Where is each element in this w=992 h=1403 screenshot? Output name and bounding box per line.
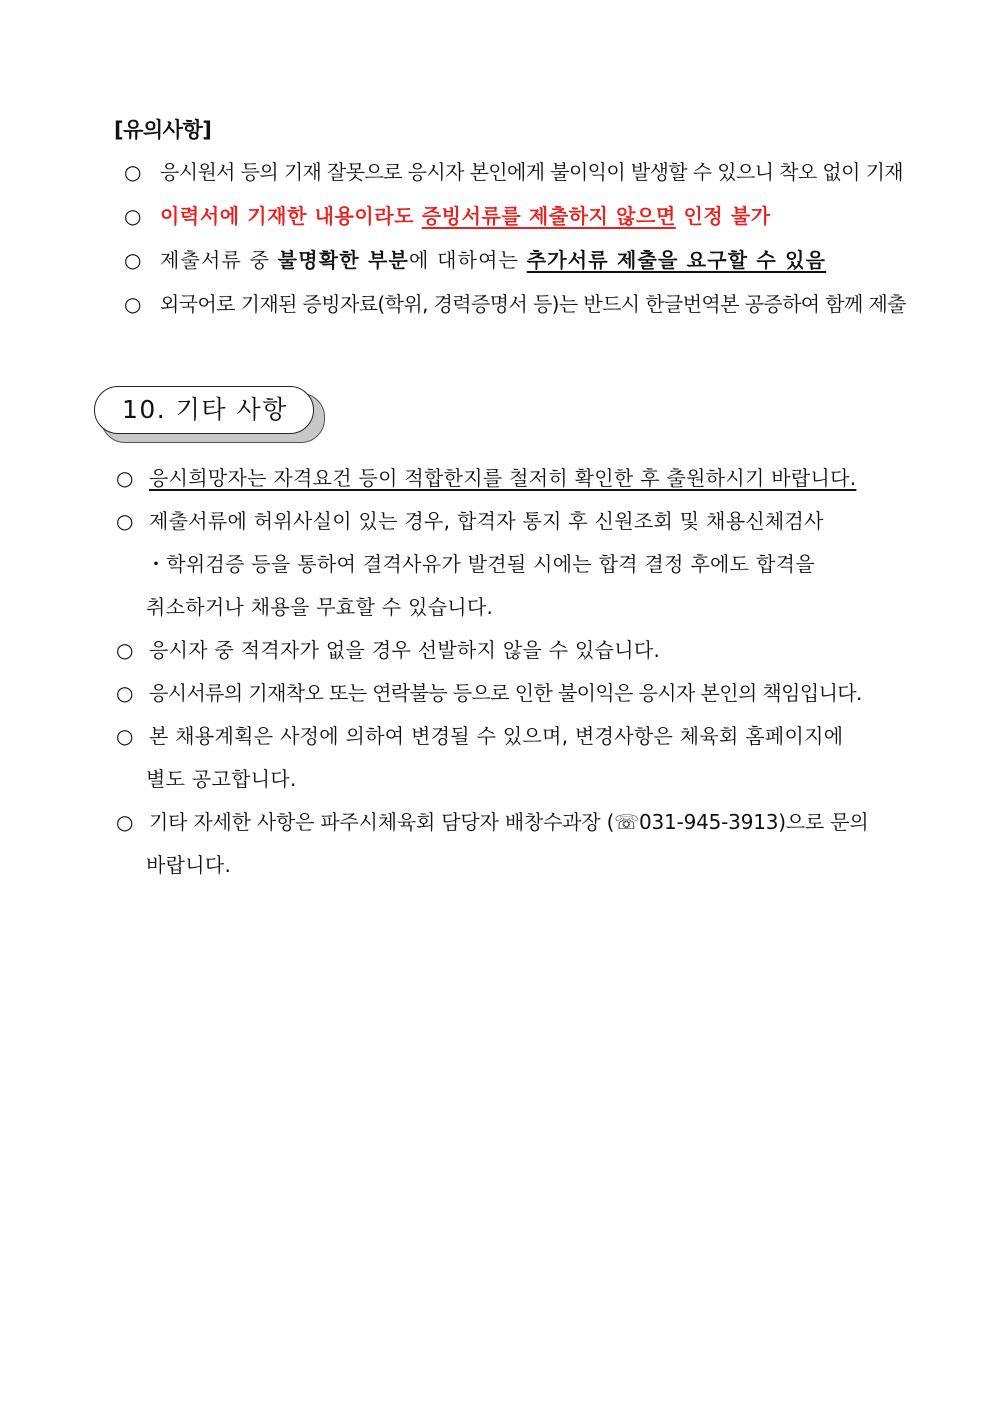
- circle-bullet-icon: ○: [124, 204, 141, 228]
- notice-item-3-text-d: 추가서류 제출을 요구할 수 있음: [526, 248, 827, 272]
- circle-bullet-icon: ○: [116, 638, 134, 662]
- other-item-2-line-3: 취소하거나 채용을 무효할 수 있습니다.: [146, 595, 494, 619]
- notice-list: [124, 155, 904, 331]
- circle-bullet-icon: ○: [124, 160, 141, 184]
- circle-bullet-icon: ○: [116, 724, 134, 748]
- notice-item-3-text-b: 불명확한 부분: [277, 248, 410, 272]
- other-item-1-text: 응시희망자는 자격요건 등이 적합한지를 철저히 확인한 후 출원하시기 바랍니다.: [149, 466, 857, 490]
- other-item-2-line-1: 제출서류에 허위사실이 있는 경우, 합격자 통지 후 신원조회 및 채용신체검사: [149, 509, 824, 533]
- circle-bullet-icon: ○: [116, 466, 134, 490]
- notice-item-1: [124, 155, 904, 199]
- other-item-6: [116, 801, 898, 887]
- notice-item-1-text: 응시원서 등의 기재 잘못으로 응시자 본인에게 불이익이 발생할 수 있으니 착오 없이 기재: [160, 160, 904, 184]
- notice-heading: [유의사항]: [114, 118, 212, 142]
- other-item-6-line-1: 기타 자세한 사항은 파주시체육회 담당자 배창수과장 (☏031-945-3913)으로 문의: [149, 810, 869, 834]
- other-item-4: [116, 672, 898, 715]
- other-item-3-text: 응시자 중 적격자가 없을 경우 선발하지 않을 수 있습니다.: [149, 638, 661, 662]
- other-item-5-line-1: 본 채용계획은 사정에 의하여 변경될 수 있으며, 변경사항은 체육회 홈페이지에: [149, 724, 844, 748]
- other-item-5-line-2: 별도 공고합니다.: [146, 767, 297, 791]
- other-item-2: [116, 500, 898, 629]
- circle-bullet-icon: ○: [116, 810, 134, 834]
- notice-item-2: [124, 199, 904, 243]
- notice-item-3-text-a: 제출서류 중: [160, 248, 278, 272]
- notice-item-3-text-c: 에 대하여는: [409, 248, 527, 272]
- other-item-2-line-2: ・학위검증 등을 통하여 결격사유가 발견될 시에는 합격 결정 후에도 합격을: [146, 552, 815, 576]
- other-item-4-text: 응시서류의 기재착오 또는 연락불능 등으로 인한 불이익은 응시자 본인의 책임입니다.: [149, 681, 862, 705]
- other-item-5: [116, 715, 898, 801]
- notice-item-3: [124, 243, 904, 287]
- other-item-3: [116, 629, 898, 672]
- notice-item-4-text: 외국어로 기재된 증빙자료(학위, 경력증명서 등)는 반드시 한글번역본 공증하여 함께 제출: [160, 292, 906, 316]
- notice-item-2-text-b: 증빙서류를 제출하지 않으면: [421, 204, 676, 228]
- notice-item-2-text-a: 이력서에 기재한 내용이라도: [160, 204, 422, 228]
- circle-bullet-icon: ○: [124, 248, 143, 272]
- notice-item-2-text-c: 인정 불가: [675, 204, 771, 228]
- notice-item-4: [124, 287, 904, 331]
- other-list: [116, 457, 898, 887]
- circle-bullet-icon: ○: [116, 681, 133, 705]
- other-item-1: [116, 457, 898, 500]
- circle-bullet-icon: ○: [124, 292, 141, 316]
- circle-bullet-icon: ○: [116, 509, 134, 533]
- section-title: 10. 기타 사항: [122, 395, 288, 424]
- other-item-6-line-2: 바랍니다.: [146, 853, 232, 877]
